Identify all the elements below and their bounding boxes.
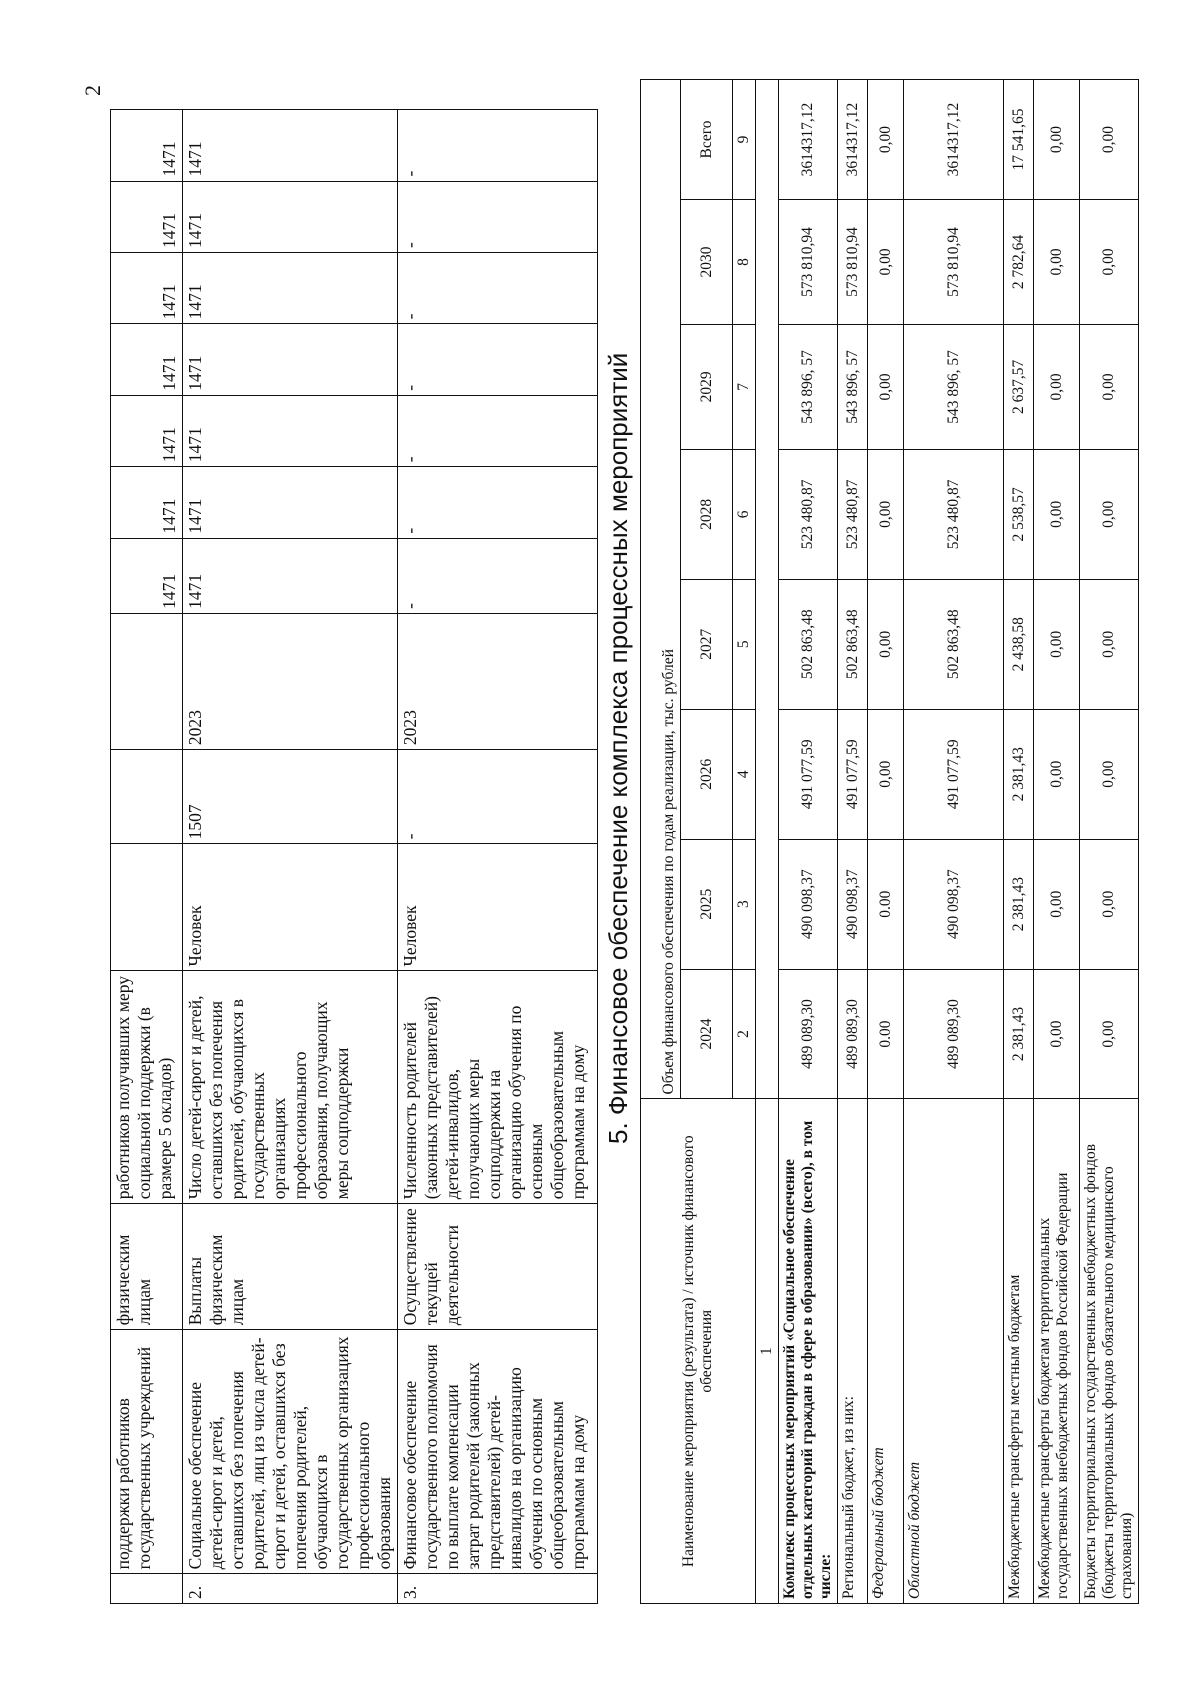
indicators-table (110, 109, 598, 1604)
year-header: 2027 (681, 579, 733, 709)
cell-2028: 1471 (183, 252, 398, 323)
value-cell: 543 896, 57 (838, 324, 868, 449)
financing-table (640, 79, 1139, 1604)
value-cell: 2 438,58 (1004, 579, 1034, 709)
value-cell: 2 381,43 (1004, 839, 1034, 969)
cell-2026: 1471 (183, 395, 398, 466)
value-cell: 17 541,65 (1004, 80, 1034, 200)
cell-2030: - (398, 110, 598, 182)
table-row (398, 110, 598, 1604)
cell-type: физическим лицам (111, 1204, 183, 1330)
cell-2030: 1471 (111, 110, 183, 182)
cell-2027: 1471 (183, 324, 398, 395)
cell-type: Осуществление текущей деятельности (398, 1204, 598, 1330)
value-cell: 0.00 (868, 839, 904, 969)
cell-base-value (111, 750, 183, 844)
value-cell: 490 098,37 (838, 839, 868, 969)
cell-base-year: 2023 (183, 613, 398, 749)
value-cell: 0,00 (868, 579, 904, 709)
page-number: 2 (80, 85, 105, 96)
cell-base-year (111, 613, 183, 749)
year-header: 2028 (681, 449, 733, 579)
row-name: Бюджеты территориальных государственных внебюджетных фондов (бюджеты территориальных фондов обязательного медицинского страхования) (1080, 1099, 1139, 1604)
column-number: 9 (733, 80, 756, 200)
cell-name: поддержки работников государственных учреждений (111, 1330, 183, 1574)
value-cell: 543 896, 57 (779, 324, 838, 449)
table-header-row (641, 80, 681, 1604)
cell-unit (111, 844, 183, 971)
value-cell: 0,00 (1034, 449, 1080, 579)
value-cell: 0,00 (1034, 579, 1080, 709)
cell-2028: - (398, 252, 598, 323)
table-row (1080, 80, 1139, 1604)
table-row (838, 80, 868, 1604)
column-number: 3 (733, 839, 756, 969)
column-header-name: Наименование мероприятия (результата) / источник финансового обеспечения (641, 1099, 756, 1604)
cell-2029: - (398, 181, 598, 252)
table-row (1004, 80, 1034, 1604)
value-cell: 0,00 (868, 324, 904, 449)
cell-2025: 1471 (111, 467, 183, 538)
row-name: Областной бюджет (904, 1099, 1004, 1604)
row-name: Межбюджетные трансферты бюджетам территориальных государственных внебюджетных фондов Российской Федерации (1034, 1099, 1080, 1604)
year-header: 2024 (681, 969, 733, 1099)
value-cell: 0,00 (868, 80, 904, 200)
value-cell: 0,00 (1034, 709, 1080, 839)
cell-2025: 1471 (183, 467, 398, 538)
cell-base-value: - (398, 750, 598, 844)
value-cell: 0,00 (1034, 200, 1080, 325)
column-number: 7 (733, 324, 756, 449)
value-cell: 489 089,30 (779, 969, 838, 1099)
year-header: 2025 (681, 839, 733, 969)
cell-2026: - (398, 395, 598, 466)
value-cell: 489 089,30 (838, 969, 868, 1099)
value-cell: 502 863,48 (838, 579, 868, 709)
value-cell: 0,00 (1034, 969, 1080, 1099)
value-cell: 0,00 (1080, 324, 1139, 449)
value-cell: 491 077,59 (838, 709, 868, 839)
year-header: 2026 (681, 709, 733, 839)
value-cell: 0,00 (1080, 80, 1139, 200)
column-number-row (756, 80, 779, 1604)
value-cell: 573 810,94 (904, 200, 1004, 325)
value-cell: 0.00 (868, 969, 904, 1099)
table-row (183, 110, 398, 1604)
column-number: 1 (756, 1099, 779, 1604)
cell-unit: Человек (183, 844, 398, 971)
value-cell: 490 098,37 (904, 839, 1004, 969)
empty-cell (756, 80, 779, 1100)
cell-2030: 1471 (183, 110, 398, 182)
value-cell: 0,00 (1080, 709, 1139, 839)
value-cell: 490 098,37 (779, 839, 838, 969)
cell-2027: - (398, 324, 598, 395)
value-cell: 502 863,48 (904, 579, 1004, 709)
cell-base-year: 2023 (398, 613, 598, 749)
year-header: Всего (681, 80, 733, 200)
value-cell: 523 480,87 (904, 449, 1004, 579)
value-cell: 0,00 (1080, 839, 1139, 969)
value-cell: 0,00 (868, 449, 904, 579)
value-cell: 2 381,43 (1004, 709, 1034, 839)
year-header: 2029 (681, 324, 733, 449)
column-number: 8 (733, 200, 756, 325)
row-name: Федеральный бюджет (868, 1099, 904, 1604)
value-cell: 573 810,94 (779, 200, 838, 325)
value-cell: 3614317,12 (904, 80, 1004, 200)
value-cell: 491 077,59 (779, 709, 838, 839)
table-row (779, 80, 838, 1604)
value-cell: 0,00 (1080, 449, 1139, 579)
cell-name: Финансовое обеспечение государственного полномочия по выплате компенсации затрат родителей (законных представителей) детей-инвалидов на организацию обучения по основным общеобразовательным программам на дому (398, 1330, 598, 1574)
cell-indicator: работников получивших меру социальной поддержки (в размере 5 окладов) (111, 971, 183, 1204)
cell-indicator: Численность родителей (законных представителей) детей-инвалидов, получающих меры соцподдержки на организацию обучения по основным общеобразовательным программам на дому (398, 971, 598, 1204)
value-cell: 2 782,64 (1004, 200, 1034, 325)
cell-type: Выплаты физическим лицам (183, 1204, 398, 1330)
value-cell: 3614317,12 (838, 80, 868, 200)
cell-indicator: Число детей-сирот и детей, оставшихся без попечения родителей, обучающихся в государственных организациях профессионального образования, получающих меры соцподдержки (183, 971, 398, 1204)
value-cell: 523 480,87 (779, 449, 838, 579)
cell-2029: 1471 (183, 181, 398, 252)
value-cell: 0,00 (1034, 324, 1080, 449)
row-name: Комплекс процессных мероприятий «Социальное обеспечение отдельных категорий граждан в сфере в образовании» (всего), в том числе: (779, 1099, 838, 1604)
value-cell: 3614317,12 (779, 80, 838, 200)
value-cell: 0,00 (868, 709, 904, 839)
cell-2029: 1471 (111, 181, 183, 252)
row-name: Межбюджетные трансферты местным бюджетам (1004, 1099, 1034, 1604)
cell-2026: 1471 (111, 395, 183, 466)
value-cell: 489 089,30 (904, 969, 1004, 1099)
value-cell: 543 896, 57 (904, 324, 1004, 449)
table-row (111, 110, 183, 1604)
cell-unit: Человек (398, 844, 598, 971)
cell-num (111, 1574, 183, 1604)
column-number: 4 (733, 709, 756, 839)
value-cell: 0,00 (1080, 579, 1139, 709)
value-cell: 0,00 (1034, 80, 1080, 200)
column-header-volume: Объем финансового обеспечения по годам реализации, тыс. рублей (641, 80, 681, 1100)
value-cell: 0,00 (1034, 839, 1080, 969)
value-cell: 0,00 (1080, 969, 1139, 1099)
value-cell: 2 637,57 (1004, 324, 1034, 449)
cell-num: 3. (398, 1574, 598, 1604)
column-number: 5 (733, 579, 756, 709)
cell-2024: - (398, 538, 598, 613)
value-cell: 491 077,59 (904, 709, 1004, 839)
table-row (904, 80, 1004, 1604)
cell-base-value: 1507 (183, 750, 398, 844)
cell-2024: 1471 (111, 538, 183, 613)
value-cell: 502 863,48 (779, 579, 838, 709)
cell-2025: - (398, 467, 598, 538)
value-cell: 573 810,94 (838, 200, 868, 325)
row-name: Региональный бюджет, из них: (838, 1099, 868, 1604)
table-row (868, 80, 904, 1604)
value-cell: 0,00 (1080, 200, 1139, 325)
table-row (1034, 80, 1080, 1604)
year-header: 2030 (681, 200, 733, 325)
value-cell: 0,00 (868, 200, 904, 325)
cell-num: 2. (183, 1574, 398, 1604)
section-title: 5. Финансовое обеспечение комплекса процессных мероприятий (603, 352, 633, 1144)
column-number: 2 (733, 969, 756, 1099)
cell-2028: 1471 (111, 252, 183, 323)
value-cell: 2 381,43 (1004, 969, 1034, 1099)
cell-2027: 1471 (111, 324, 183, 395)
cell-name: Социальное обеспечение детей-сирот и детей, оставшихся без попечения родителей, лиц из числа детей-сирот и детей, оставшихся без попечения родителей, обучающихся в государственных организациях профессионального образования (183, 1330, 398, 1574)
column-number: 6 (733, 449, 756, 579)
value-cell: 2 538,57 (1004, 449, 1034, 579)
cell-2024: 1471 (183, 538, 398, 613)
value-cell: 523 480,87 (838, 449, 868, 579)
